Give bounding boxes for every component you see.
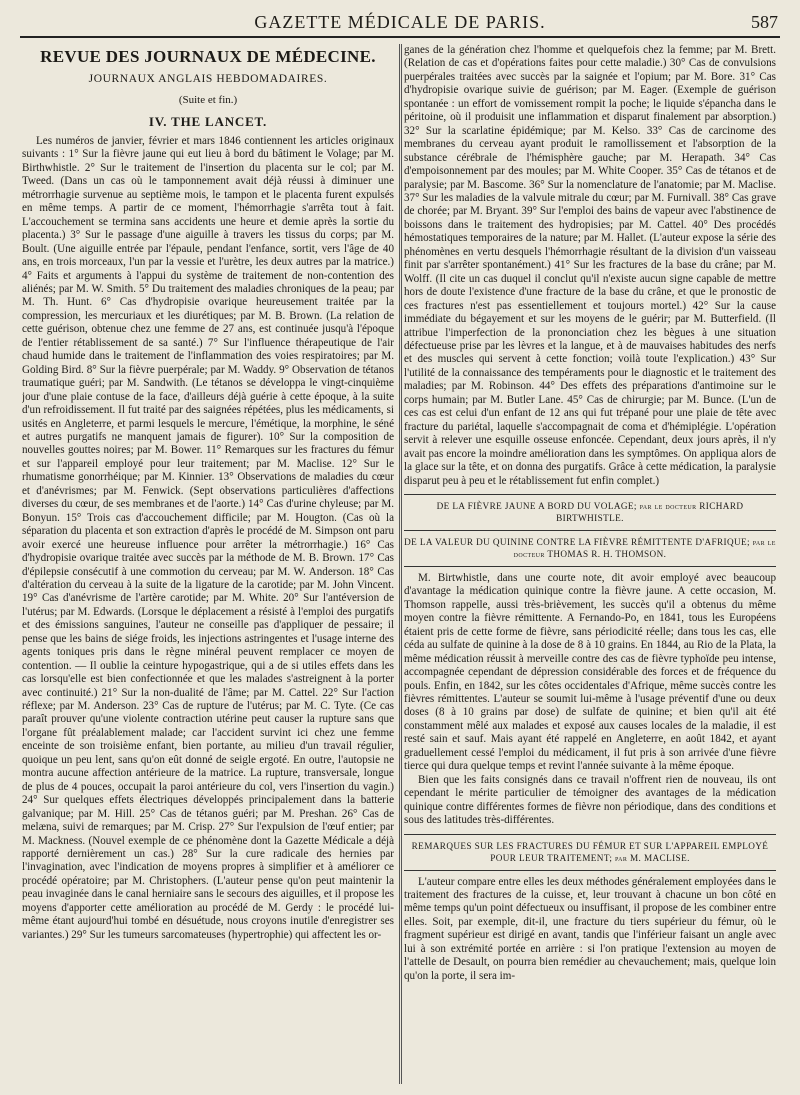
right-column (404, 44, 776, 1084)
separator (404, 566, 776, 567)
column-rule (399, 44, 400, 1084)
article-heading-yellow-fever: DE LA FIÈVRE JAUNE A BORD DU VOLAGE; par le docteur RICHARD BIRTWHISTLE. (436, 500, 744, 523)
section-subtitle: JOURNAUX ANGLAIS HEBDOMADAIRES. (88, 73, 328, 85)
article-heading-quinine: DE LA VALEUR DU QUININE CONTRE LA FIÈVRE RÉMITTENTE D'AFRIQUE; par le docteur THOMAS R. H. THOMSON. (404, 536, 776, 559)
left-column (22, 44, 394, 1084)
separator (404, 834, 776, 835)
lancet-heading: IV. THE LANCET. (148, 114, 268, 129)
journal-title: GAZETTE MÉDICALE DE PARIS. (254, 12, 546, 32)
quinine-paragraph-2: Bien que les faits consignés dans ce travail n'offrent rien de nouveau, ils ont cependant le mérite particulier de témoigner des avantages de la médication quinique contre différentes formes de fièvre non périodique, dans des conditions et sous des latitudes très-différentes. (404, 773, 776, 827)
separator (404, 870, 776, 871)
continuation-note: (Suite et fin.) (178, 94, 238, 106)
column-rule-inner (401, 44, 402, 1084)
article-list-continued: ganes de la génération chez l'homme et quelquefois chez la femme; par M. Brett. (Relation de cas et d'opérations faites pour cette maladie.) 30° Cas de convulsions puerpérales traitées avec succès par la saignée et l'opium; par M. Bore. 31° Cas d'hydropisie ovarique suivie de guérison; par M. Eager. (Exemple de guérison spontanée : un effort de vomissement rompit la poche; le liquide s'épancha dans le péritoine, où il produisit une inflammation et disparut finalement par absorption.) 32° Sur la scarlatine épidémique; par M. Kelso. 33° Cas de carcinome des membranes du cerveau ayant produit le ramollissement et l'absorption de la substance cérébrale de l'hémisphère gauche; par M. Herapath. 34° Cas d'empoisonnement par des moules; par M. White Cooper. 35° Cas de tétanos et de paralysie; par M. Bascome. 36° Sur la nomenclature de l'anatomie; par M. Maclise. 37° Sur les maladies de la valvule mitrale du cœur; par M. Furnivall. 38° Cas grave de chorée; par M. Bryant. 39° Sur l'emploi des bains de vapeur avec l'abstinence de boissons dans le traitement des hydropisies; par M. Cattel. 40° Des procédés hémostatiques temporaires de la nature; par M. Hallet. (L'auteur expose la série des phénomènes en vertu desquels l'hémorrhagie résultant de la division d'un vaisseau finit par s'arrêter spontanément.) 41° Sur les fractures de la base du crâne; par M. Wolff. (Il cite un cas duquel il conclut qu'il n'existe aucun signe capable de mettre hors de doute l'existence d'une fracture de la base du crâne, et que le pronostic de ces fractures n'est pas essentiellement et toujours mortel.) 42° Sur la cause immédiate du bégayement et sur les moyens de le guérir; par M. Butterfield. (Il attribue l'imperfection de la prononciation chez les bègues à une situation défectueuse prise par les lèvres et la langue, et à de mauvaises habitudes des nerfs et des muscles qui servent à cette fonction; voilà toute l'explication.) 43° Sur l'utilité de la connaissance des tempéraments pour le diagnostic et le traitement des maladies; par M. Robinson. 44° Des effets des préparations d'antimoine sur le corps humain; par M. Butler Lane. 45° Cas de chirurgie; par M. Bunce. (L'un de ces cas est celui d'un enfant de 12 ans qui fut trépané pour une plaie de tête avec fracture du pariétal, laquelle s'accompagnait de coma et d'hémiplégie. L'opération servit à relever une esquille osseuse enfoncée. Cependant, deux jours après, il n'y avait pas encore la moindre amélioration dans les symptômes. On appliqua alors de la glace sur la tête, et on donna des purgatifs. Grâce à cette médication, la paralysie disparut peu à peu et le rétablissement fut enfin complet.) (404, 44, 776, 487)
quinine-paragraph-1: M. Birtwhistle, dans une courte note, dit avoir employé avec beaucoup d'avantage la médication quinique contre la fièvre jaune. A cette occasion, M. Thomson rappelle, aussi très-brièvement, les succès qu'il a obtenus du même moyen contre la fièvre rémittente. A Fernando-Po, en 1841, tous les Européens étaient pris de cette forme de fièvre, sans périodicité réelle; dans tous les cas, elle céda au sulfate de quinine à la dose de 8 à 10 grains. En 1844, au Rio de la Plata, la même médication réussit à merveille contre des cas de fièvre typhoïde peu intense, accompagnée cependant de dépression considérable des forces et de fréquence du pouls. Enfin, en 1842, sur les côtes occidentales d'Afrique, même succès contre les fièvres rémittentes. L'auteur se soumit lui-même à l'usage préventif d'une ou deux doses (8 à 10 grains par dose) de sulfate de quinine; et bien qu'il ait été constamment mêlé aux malades et exposé aux causes locales de la maladie, il est resté sain et sauf. Mais ayant été rappelé en Angleterre, en août 1842, et ayant graduellement cessé l'emploi du médicament, il fut pris à son arrivée d'une fièvre tierce qui dura quelque temps et revint l'année suivante à la même époque. (404, 571, 776, 773)
lancet-article-list: Les numéros de janvier, février et mars 1846 contiennent les articles originaux suivants : 1° Sur la fièvre jaune qui eut lieu à bord du bâtiment le Volage; par M. Birthwhistle. 2° Sur le traitement de l'insertion du placenta sur le col; par M. Tweed. (Dans un cas où le tamponnement avait déjà réussi à diminuer une métrorrhagie survenue au septième mois, le tampon et le placenta furent expulsés en même temps. A partir de ce moment, l'hémorrhagie s'arrêta tout à fait. L'accouchement se termina sans accidents une heure et demie après la sortie du placenta.) 3° Sur le passage d'une aiguille à travers les tissus du corps; par M. Boult. (Une aiguille entrée par l'épaule, pendant l'enfance, sortit, vers l'âge de 40 ans, en trois morceaux, l'un par la vessie et l'urètre, les deux autres par la matrice.) 4° Faits et arguments à l'appui du système de traitement de non-contention des aliénés; par M. W. Smith. 5° Du traitement des maladies chroniques de la peau; par M. Th. Hunt. 6° Cas d'hydropisie ovarique heureusement traitée par la compression, les mercuriaux et les diurétiques; par M. B. Brown. (La relation de cette guérison, obtenue chez une femme de 27 ans, est continuée jusqu'à l'époque de l'entier rétablissement de sa santé.) 7° Sur l'influence thérapeutique de l'air chaud humide dans le traitement de l'inflammation des voies respiratoires; par M. Golding Bird. 8° Sur la fièvre puerpérale; par M. Waddy. 9° Observation de tétanos traumatique guéri; par M. Sandwith. (Le tétanos se développa le vingt-cinquième jour d'une plaie contuse de la face, d'ailleurs déjà guérie à cette époque, à la suite d'un refroidissement. Il fut traité par des saignées répétées, plus les médicaments, si usités en Angleterre, et parmi lesquels le mercure, l'émétique, la morphine, le séné et autres purgatifs ne manquent jamais de figurer). 10° Sur la composition de nouvelles gouttes noires; par M. Bower. 11° Remarques sur les fractures du fémur et sur l'appareil employé pour leur traitement; par M. Maclise. 12° Sur le rhumatisme gonorrhéique; par M. Kinnier. 13° Observations de maladies du cœur et d'anévrismes; par M. Fenwick. (Sept observations particulières d'affections diverses du cœur, de ses membranes et de l'aorte.) 14° Cas d'urine chyleuse; par M. Bonyun. 15° Trois cas d'accouchement difficile; par M. Hougton. (Cas où la séparation du placenta et son extraction d'après le procédé de M. Simpson ont paru avoir exercé une heureuse influence pour arrêter la métrorrhagie.) 16° Cas d'hydropisie ovarique traitée avec succès par la méthode de M. B. Brown. 17° Cas d'épilepsie consécutif à une commotion du cerveau; par M. W. Anderson. 18° Cas d'altération du cerveau à la suite de la ligature de la carotide; par M. John Vincent. 19° Cas d'anévrisme de l'artère carotide; par M. White. 20° Sur l'antéversion de l'utérus; par M. Edwards. (Lorsque le déplacement a résisté à l'emploi des purgatifs et des émissions sanguines, l'auteur ne conseille pas d'appliquer de pessaire; il pense que les bains de siége froids, les injections astringentes et l'usage interne des agents toniques pris dans le règne minéral peuvent remplacer ce moyen de contention. — Il oublie la ceinture hypogastrique, qui a de si utiles effets dans les cas lorsqu'elle est bien confectionnée et que les malades s'astreignent à la porter avec continuité.) 21° Sur la non-dualité de l'âme; par M. Cattel. 22° Sur l'action réflexe; par M. Anderson. 23° Cas de rupture de l'utérus; par M. C. Tyte. (Ce cas paraît prouver qu'une violente contraction utérine peut causer la rupture sans que l'organe fût préalablement malade; car l'accident survint ici chez une femme enceinte de son troisième enfant, bien portante, au milieu d'un travail régulier, quoique un peu lent, sans qu'on eût donné de seigle ergoté. En outre, l'autopsie ne montra aucune affection antérieure de la matrice. La rupture, transversale, longue de plus de 4 pouces, occupait la paroi antérieure du col, vers l'insertion du vagin.) 24° Sur quelques effets électriques développés principalement dans la batterie galvanique; par M. Hill. 25° Cas de tétanos guéri; par M. Preshan. 26° Cas de melæna, suivi de remarques; par M. Crisp. 27° Sur l'expulsion de l'œuf entier; par M. Mackness. (Nouvel exemple de ce phénomène dont la Gazette Médicale a déjà rapporté dernièrement un cas.) 28° Sur la cure radicale des hernies par l'invagination, avec l'indication de moyens propres à simplifier et à améliorer ce procédé opératoire; par M. Christophers. (L'auteur pense qu'on peut maintenir la peau invaginée dans le canal herniaire sans le secours des aiguilles, et il propose les moyens d'apporter cette amélioration au procédé de M. Gerdy : le procédé lui-même étant aujourd'hui tombé en désuétude, nous croyons inutile d'enregistrer ses variantes.) 29° Sur les tumeurs sarcomateuses (hypertrophie) qui affectent les or- (22, 135, 394, 941)
article-heading-femur: REMARQUES SUR LES FRACTURES DU FÉMUR ET SUR L'APPAREIL EMPLOYÉ POUR LEUR TRAITEMENT; par M. MACLISE. (411, 840, 769, 863)
separator (404, 530, 776, 531)
page-header (20, 10, 780, 38)
page-number: 587 (751, 12, 778, 32)
femur-paragraph-1: L'auteur compare entre elles les deux méthodes généralement employées dans le traitement des fractures de la cuisse, et, leur trouvant à chacune un bon côté en même temps qu'un point défectueux ou insuffisant, il propose de les combiner entre elles. Soit, par exemple, dit-il, une fracture du tiers supérieur du fémur, où le fragment supérieur est dirigé en avant, tandis que l'inférieur faisant un angle avec lui à son extrémité portée en arrière : si l'on pratique l'extension au moyen de l'attelle de Desault, on pourra bien remédier au chevauchement; mais, quelque loin qu'on la porte, il sera im- (404, 875, 776, 982)
section-title: REVUE DES JOURNAUX DE MÉDECINE. (40, 47, 376, 66)
separator (404, 494, 776, 495)
